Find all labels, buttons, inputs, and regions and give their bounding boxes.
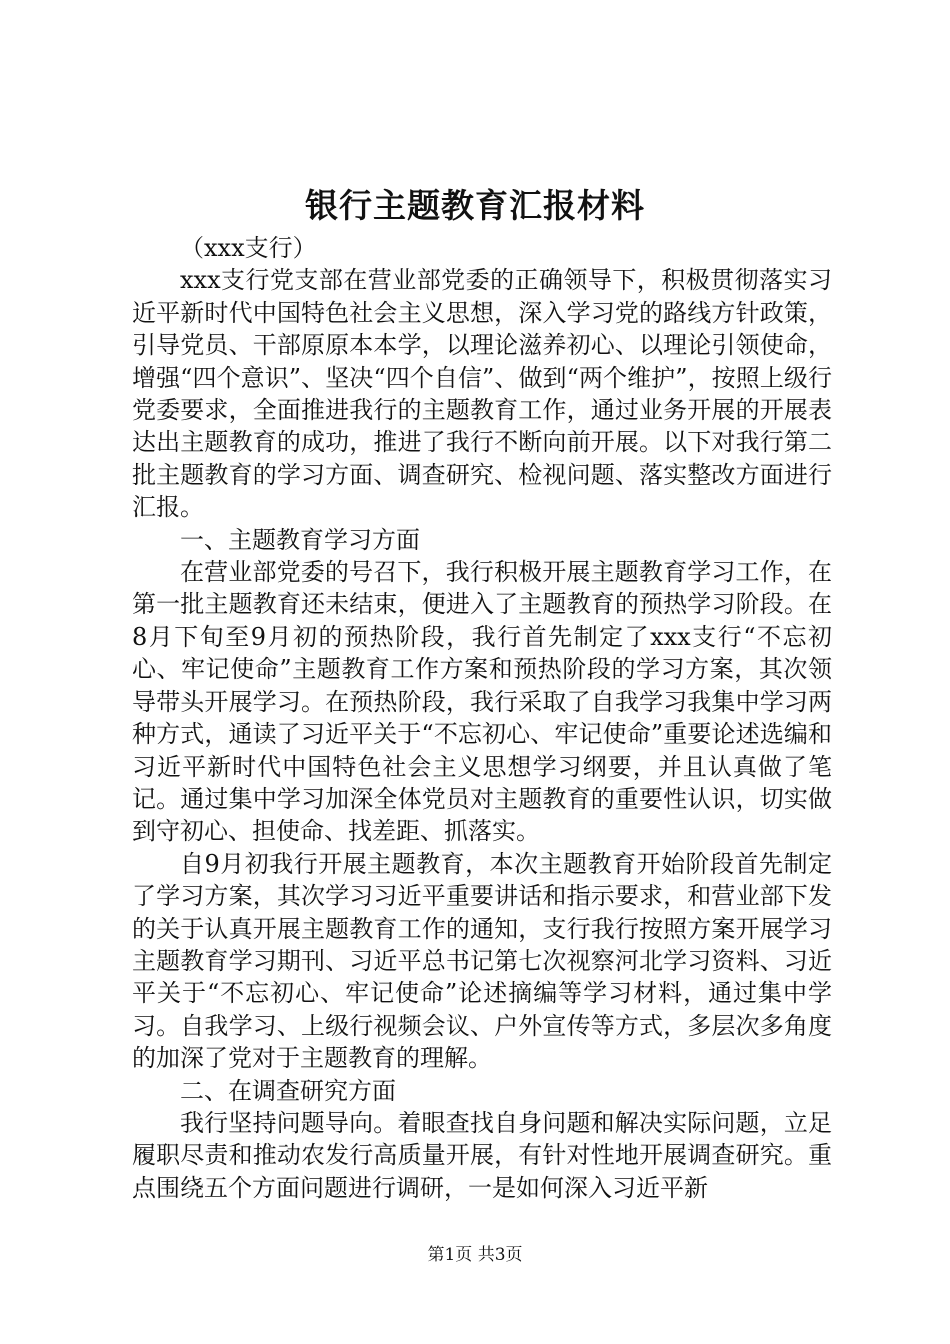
section-heading-1: 一、主题教育学习方面: [180, 525, 420, 554]
page-footer: 第1页 共3页: [427, 1245, 523, 1265]
document-title: 银行主题教育汇报材料: [305, 186, 645, 225]
section-2-paragraph-1: 我行坚持问题导向。着眼查找自身问题和解决实际问题，立足履职尽责和推动农发行高质量开展，有针对性地开展调查研究。重点围绕五个方面问题进行调研，一是如何深入习近平新: [132, 1108, 832, 1202]
document-body: [132, 232, 832, 1204]
section-heading-2: 二、在调查研究方面: [180, 1076, 396, 1105]
branch-subtitle: （xxx支行）: [180, 234, 317, 262]
intro-paragraph: xxx支行党支部在营业部党委的正确领导下，积极贯彻落实习近平新时代中国特色社会主义思想，深入学习党的路线方针政策，引导党员、干部原原本本学，以理论滋养初心、以理论引领使命，增强“四个意识”、坚决“四个自信”、做到“两个维护”，按照上级行党委要求，全面推进我行的主题教育工作，通过业务开展的开展表达出主题教育的成功，推进了我行不断向前开展。以下对我行第二批主题教育的学习方面、调查研究、检视问题、落实整改方面进行汇报。: [132, 266, 832, 522]
section-1-paragraph-2: 自9月初我行开展主题教育，本次主题教育开始阶段首先制定了学习方案，其次学习习近平重要讲话和指示要求，和营业部下发的关于认真开展主题教育工作的通知，支行我行按照方案开展学习主题教育学习期刊、习近平总书记第七次视察河北学习资料、习近平关于“不忘初心、牢记使命”论述摘编等学习材料，通过集中学习。自我学习、上级行视频会议、户外宣传等方式，多层次多角度的加深了党对于主题教育的理解。: [132, 849, 832, 1073]
section-1-paragraph-1: 在营业部党委的号召下，我行积极开展主题教育学习工作，在第一批主题教育还未结束，便进入了主题教育的预热学习阶段。在8月下旬至9月初的预热阶段，我行首先制定了xxx支行“不忘初心、牢记使命”主题教育工作方案和预热阶段的学习方案，其次领导带头开展学习。在预热阶段，我行采取了自我学习我集中学习两种方式，通读了习近平关于“不忘初心、牢记使命”重要论述选编和习近平新时代中国特色社会主义思想学习纲要，并且认真做了笔记。通过集中学习加深全体党员对主题教育的重要性认识，切实做到守初心、担使命、找差距、抓落实。: [132, 558, 832, 846]
